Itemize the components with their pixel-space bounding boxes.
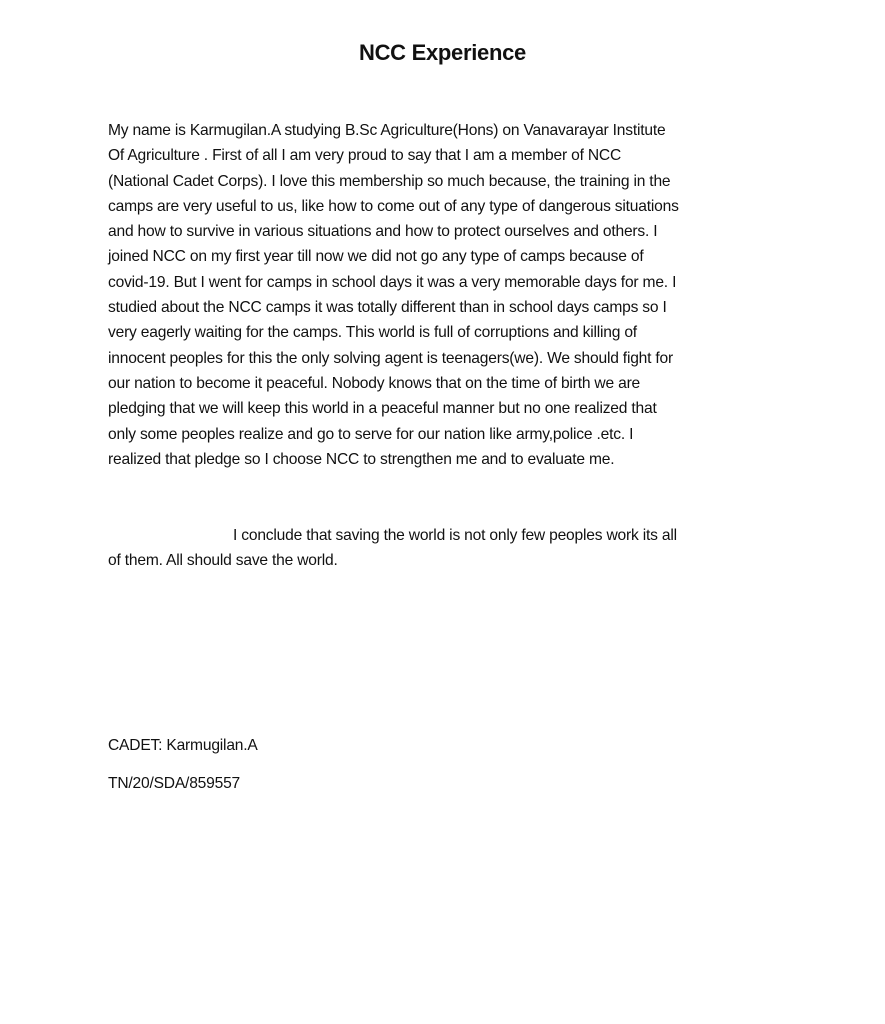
paragraph-line: I conclude that saving the world is not only few peoples work its all <box>233 527 677 544</box>
paragraph-line: pledging that we will keep this world in a peaceful manner but no one realized that <box>108 400 657 418</box>
body-paragraph-1 <box>108 118 788 472</box>
cadet-signature-name: CADET: Karmugilan.A <box>108 737 258 754</box>
paragraph-line: our nation to become it peaceful. Nobody knows that on the time of birth we are <box>108 374 641 392</box>
paragraph-line: realized that pledge so I choose NCC to strengthen me and to evaluate me. <box>108 450 615 468</box>
paragraph-line: My name is Karmugilan.A studying B.Sc Agriculture(Hons) on Vanavarayar Institute <box>108 122 666 139</box>
paragraph-line: camps are very useful to us, like how to come out of any type of dangerous situations <box>108 197 679 215</box>
paragraph-line: covid-19. But I went for camps in school days it was a very memorable days for me. I <box>108 273 677 291</box>
paragraph-line: of them. All should save the world. <box>108 552 338 570</box>
body-paragraph-conclusion <box>108 523 788 574</box>
paragraph-line: (National Cadet Corps). I love this membership so much because, the training in the <box>108 172 671 190</box>
paragraph-line: innocent peoples for this the only solving agent is teenagers(we). We should fight for <box>108 349 674 367</box>
paragraph-line: Of Agriculture . First of all I am very proud to say that I am a member of NCC <box>108 147 622 165</box>
paragraph-line: very eagerly waiting for the camps. This world is full of corruptions and killing of <box>108 324 637 342</box>
paragraph-line: studied about the NCC camps it was totally different than in school days camps so I <box>108 299 667 317</box>
paragraph-line: and how to survive in various situations and how to protect ourselves and others. I <box>108 223 658 241</box>
paragraph-line: joined NCC on my first year till now we did not go any type of camps because of <box>108 248 644 266</box>
document-title: NCC Experience <box>359 40 526 65</box>
cadet-id-number: TN/20/SDA/859557 <box>108 775 241 792</box>
paragraph-line: only some peoples realize and go to serve for our nation like army,police .etc. I <box>108 425 634 443</box>
